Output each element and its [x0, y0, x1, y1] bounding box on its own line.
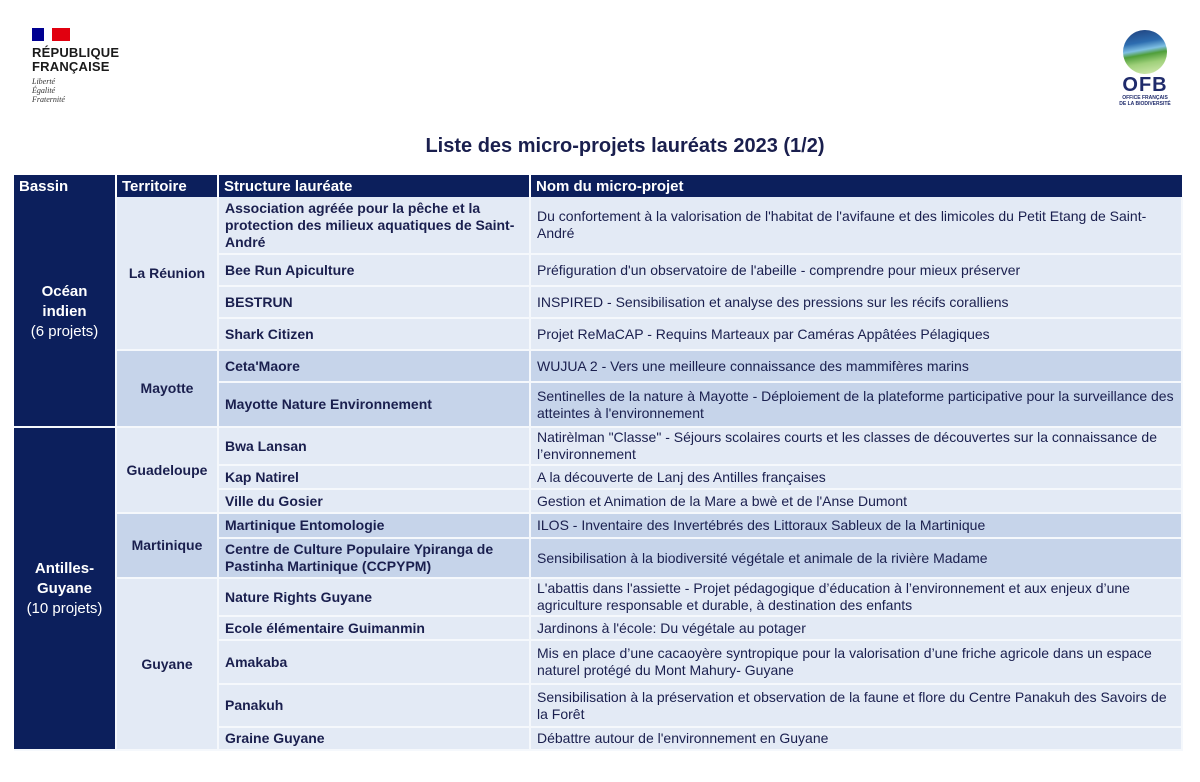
structure-cell: Nature Rights Guyane	[218, 578, 530, 616]
structure-cell: Bee Run Apiculture	[218, 254, 530, 286]
table-header-row	[14, 175, 1182, 197]
territoire-cell: Mayotte	[116, 350, 218, 427]
table-row	[14, 350, 1182, 382]
ofb-subtitle-1: OFFICE FRANÇAIS	[1122, 95, 1168, 101]
bassin-name1: Antilles-	[34, 559, 95, 577]
table-body	[14, 197, 1182, 750]
projet-cell: ILOS - Inventaire des Invertébrés des Littoraux Sableux de la Martinique	[530, 513, 1182, 538]
bassin-count: (6 projets)	[30, 322, 99, 340]
structure-cell: Amakaba	[218, 640, 530, 684]
projet-cell: Sentinelles de la nature à Mayotte - Déploiement de la plateforme participative pour la surveillance des atteintes à l'environnement	[530, 382, 1182, 427]
ofb-globe-icon	[1123, 30, 1167, 74]
republique-line1: RÉPUBLIQUE	[32, 45, 120, 60]
territoire-cell: Guadeloupe	[116, 427, 218, 513]
structure-cell: Ceta'Maore	[218, 350, 530, 382]
structure-cell: Ecole élémentaire Guimanmin	[218, 616, 530, 640]
projet-cell: Jardinons à l'école: Du végétale au potager	[530, 616, 1182, 640]
republique-francaise-logo	[32, 28, 119, 104]
table-row	[14, 578, 1182, 616]
motto-liberte: Liberté	[32, 77, 56, 86]
projet-cell: Préfiguration d'un observatoire de l'abeille - comprendre pour mieux préserver	[530, 254, 1182, 286]
structure-cell: Mayotte Nature Environnement	[218, 382, 530, 427]
republique-line2: FRANÇAISE	[32, 59, 110, 74]
territoire-cell: Guyane	[116, 578, 218, 750]
bassin-name2: Guyane	[36, 579, 93, 597]
projet-cell: Sensibilisation à la biodiversité végétale et animale de la rivière Madame	[530, 538, 1182, 578]
structure-cell: Bwa Lansan	[218, 427, 530, 465]
col-header-nom: Nom du micro-projet	[530, 175, 1182, 197]
ofb-logo	[1110, 30, 1180, 107]
projet-cell: A la découverte de Lanj des Antilles françaises	[530, 465, 1182, 489]
table-row	[14, 513, 1182, 538]
projet-cell: Mis en place d’une cacaoyère syntropique pour la valorisation d’une friche agricole dans un espace naturel protégé du Mont Mahury- Guyane	[530, 640, 1182, 684]
projet-cell: L'abattis dans l'assiette - Projet pédagogique d’éducation à l’environnement et aux enjeux d’une agriculture responsable et durable, à destination des enfants	[530, 578, 1182, 616]
projet-cell: Sensibilisation à la préservation et observation de la faune et flore du Centre Panakuh des Savoirs de la Forêt	[530, 684, 1182, 727]
french-flag-icon	[32, 28, 70, 41]
structure-cell: Panakuh	[218, 684, 530, 727]
laureates-table	[14, 175, 1183, 751]
structure-cell: Graine Guyane	[218, 727, 530, 750]
motto-egalite: Égalité	[32, 86, 56, 95]
projet-cell: Natirèlman "Classe" - Séjours scolaires courts et les classes de découvertes sur la connaissance de l’environnement	[530, 427, 1182, 465]
table-row	[14, 197, 1182, 254]
projet-cell: INSPIRED - Sensibilisation et analyse des pressions sur les récifs coralliens	[530, 286, 1182, 318]
projet-cell: Projet ReMaCAP - Requins Marteaux par Caméras Appâtées Pélagiques	[530, 318, 1182, 350]
structure-cell: Kap Natirel	[218, 465, 530, 489]
structure-cell: Shark Citizen	[218, 318, 530, 350]
bassin-name2: indien	[42, 302, 87, 320]
projet-cell: Gestion et Animation de la Mare a bwè et de l'Anse Dumont	[530, 489, 1182, 513]
col-header-territoire: Territoire	[116, 175, 218, 197]
bassin-count: (10 projets)	[26, 599, 103, 617]
bassin-cell	[14, 197, 116, 427]
projet-cell: Du confortement à la valorisation de l'habitat de l'avifaune et des limicoles du Petit Etang de Saint-André	[530, 197, 1182, 254]
projet-cell: Débattre autour de l'environnement en Guyane	[530, 727, 1182, 750]
structure-cell: BESTRUN	[218, 286, 530, 318]
ofb-subtitle-2: DE LA BIODIVERSITÉ	[1119, 101, 1171, 107]
structure-cell: Centre de Culture Populaire Ypiranga de Pastinha Martinique (CCPYPM)	[218, 538, 530, 578]
col-header-bassin: Bassin	[14, 175, 116, 197]
territoire-cell: La Réunion	[116, 197, 218, 350]
col-header-structure: Structure lauréate	[218, 175, 530, 197]
ofb-wordmark: OFB	[1122, 74, 1168, 96]
bassin-cell	[14, 427, 116, 750]
territoire-cell: Martinique	[116, 513, 218, 578]
table-row	[14, 427, 1182, 465]
structure-cell: Martinique Entomologie	[218, 513, 530, 538]
projet-cell: WUJUA 2 - Vers une meilleure connaissance des mammifères marins	[530, 350, 1182, 382]
page-title: Liste des micro-projets lauréats 2023 (1/2)	[425, 135, 825, 157]
structure-cell: Association agréée pour la pêche et la protection des milieux aquatiques de Saint-André	[218, 197, 530, 254]
bassin-name1: Océan	[41, 282, 88, 300]
structure-cell: Ville du Gosier	[218, 489, 530, 513]
motto-fraternite: Fraternité	[32, 95, 65, 104]
